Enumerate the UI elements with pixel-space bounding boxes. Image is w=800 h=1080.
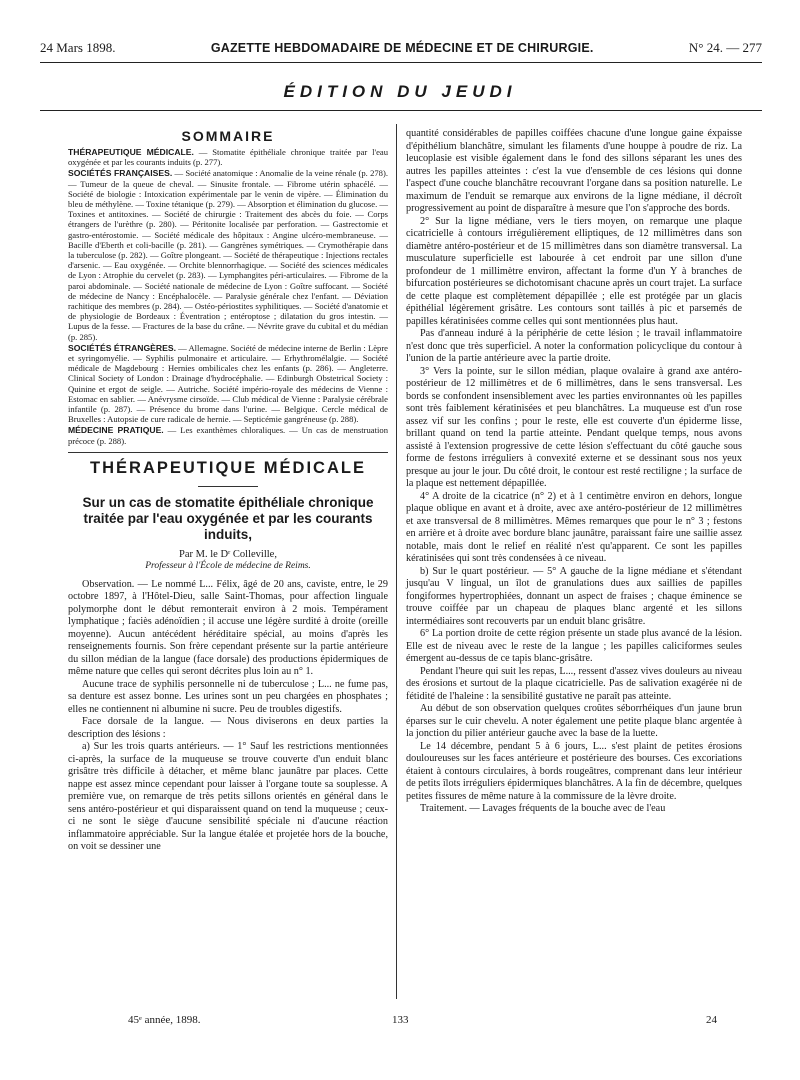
article-paragraph: Pendant l'heure qui suit les repas, L..., ressent d'assez vives douleurs au niveau des érosions et surtout de la plaque cicatricielle. Pas de salivation exagérée ni de fétidité de l'haleine : la sensibilité gustative ne paraît pas atteinte. xyxy=(406,665,742,702)
article-paragraph: Aucune trace de syphilis personnelle ni de tuberculose ; L... ne fume pas, sa denture est assez bonne. Les urines sont un peu chargées en phosphates ; elles ne contiennent ni albumine ni sucre. Peu de troubles digestifs. xyxy=(68,678,388,715)
article-paragraph: quantité considérables de papilles coiffées chacune d'une longue gaine éxpaisse d'épithélium blanchâtre, simulant les filaments d'une houppe à poudre de riz. La leucoplasie est visible également dans le fond des sillons séparant les unes des autres les papilles atteintes : c'est la vue d'ensemble de ces lésions qui donne l'aspect d'une couche blanchâtre recouvrant l'organe dans sa position naturelle. Le maximum de l'enduit se remarque aux environs de la ligne médiane, il décroît progressivement au point de disparaître à mesure que l'on s'approche des bords. xyxy=(406,128,742,214)
column-divider xyxy=(396,124,397,999)
article-paragraph: Au début de son observation quelques croûtes séborrhéiques d'un jaune brun éparses sur le cuir chevelu. A noter également une petite plaque blanc argentée à la jonction du pilier antérieur gauche avec la base de la luette. xyxy=(406,703,742,739)
folio-number: 133 xyxy=(392,1014,409,1026)
article-paragraph: b) Sur le quart postérieur. — 5° A gauche de la ligne médiane et s'étendant jusqu'au V lingual, un îlot de granulations dues aux saillies de papilles fongiformes hypertrophiées, donnant un aspect de fraises ; chaque éminence se trouve coiffée par un chapeau de plaques blanc argenté et les sillons intermédiaires sont recouverts par un enduit blanc grisâtre. xyxy=(406,565,742,627)
title-rule xyxy=(198,486,258,487)
sommaire-category: SOCIÉTÉS FRANÇAISES. xyxy=(68,168,173,179)
article-paragraph: Le 14 décembre, pendant 5 à 6 jours, L... s'est plaint de petites érosions douloureuses sur les faces antérieure et postérieure des bourses. Ces excoriations étaient à contours circulaires, à bords rougeâtres, comprenant dans leur intérieur de petits îlots irréguliers épidermiques blanchâtres. A la fin de décembre, quelques petites fissures de même nature à la commissure de la lèvre droite. xyxy=(406,740,742,802)
issue-date: 24 Mars 1898. xyxy=(40,40,116,55)
section-rule xyxy=(68,452,388,453)
sommaire-entry xyxy=(68,425,388,445)
right-column xyxy=(406,128,742,816)
left-column xyxy=(68,128,388,854)
sommaire-category: THÉRAPEUTIQUE MÉDICALE. xyxy=(68,147,194,157)
article-paragraph: Pas d'anneau induré à la périphérie de cette lésion ; le travail inflammatoire n'est donc que très superficiel. A noter la conformation policyclique du contour à l'union de la partie antérieure avec la partie droite. xyxy=(406,328,742,364)
sommaire-category: SOCIÉTÉS ÉTRANGÈRES. xyxy=(68,342,176,353)
article-paragraph: a) Sur les trois quarts antérieurs. — 1° Sauf les restrictions mentionnées ci-après, la surface de la muqueuse se trouve couverte d'un enduit blanc grisâtre très difficile à détacher, et même blanc jaunâtre par places. Cette nappe est assez mince cependant pour laisser à l'organe toute sa souplesse. A première vue, on remarque de très petits sillons orientés en général dans le sens antéro-postérieur et qui disparaissent quand on tend la muqueuse ; ceux-ci ne sont le siège d'aucune sensibilité spéciale ni d'aucune réaction inflammatoire appréciable. Sur la langue étalée et projetée hors de la bouche, on voit se dessiner une xyxy=(68,741,388,853)
article-paragraph: Observation. — Le nommé L... Félix, âgé de 20 ans, caviste, entre, le 29 octobre 1897, à l'Hôtel-Dieu, salle Saint-Thomas, pour affection linguale polymorphe dont le début remonterait environ à 2 mois. Tempérament lymphatique ; faciès adénoïdien ; il accuse une légère surdité à droite (oreille moyenne). Aucun antécédent héréditaire spécial, au moins d'après les renseignements fournis. Son frère cependant présente sur la partie antérieure du sillon médian de la langue (face dorsale) des productions épidermiques de même nature que celles qui seront décrites plus loin au n° 1. xyxy=(68,578,388,678)
edition-rule xyxy=(40,110,762,111)
sommaire-title: SOMMAIRE xyxy=(181,128,275,144)
article-paragraph: 6° La portion droite de cette région présente un stade plus avancé de la lésion. Elle est de niveau avec le reste de la langue ; les papilles caliciformes seules émergent au-dessus de ce tapis blanc-grisâtre. xyxy=(406,628,742,664)
sommaire-text: — Stomatite épithéliale chronique traitée par l'eau oxygénée et par les courants induits (p. 277). xyxy=(68,147,388,168)
sommaire-category: MÉDECINE PRATIQUE. xyxy=(68,425,164,436)
sheet-signature: 24 xyxy=(706,1014,717,1026)
volume-year: 45ᵉ année, 1898. xyxy=(128,1014,201,1026)
article-paragraph: Face dorsale de la langue. — Nous diviserons en deux parties la description des lésions : xyxy=(68,716,388,740)
journal-title: GAZETTE HEBDOMADAIRE DE MÉDECINE ET DE CHIRURGIE. xyxy=(210,41,594,55)
article-paragraph: Traitement. — Lavages fréquents de la bouche avec de l'eau xyxy=(420,803,666,814)
article-byline: Par M. le Dʳ Colleville, xyxy=(179,548,277,560)
edition-banner: ÉDITION DU JEUDI xyxy=(283,82,517,101)
issue-page-number: N° 24. — 277 xyxy=(688,40,762,55)
article-paragraph: 2° Sur la ligne médiane, vers le tiers moyen, on remarque une plaque cicatricielle à contours irrégulièrement elliptiques, de 12 millimètres dans son diamètre antéro-postérieur et de 15 millimètres dans son diamètre transversal. La musculature superficielle est labourée à cet endroit par une sillon d'une profondeur de 1 millimètre environ, affectant la forme d'un Y à branches de bifurcation postérieures se dichotomisant chacune après un court trajet. La surface de cette plaque est complètement dépapillée ; elle est protégée par un glacis épithélial légèrement grisâtre. Les contours sont taillés à pic et parsemés de papilles kératinisées comme celles qui sont mentionnées plus haut. xyxy=(406,215,742,327)
sommaire-text: — Les exanthèmes chloraliques. — Un cas de menstruation précoce (p. 288). xyxy=(68,425,388,446)
sommaire-text: — Allemagne. Société de médecine interne de Berlin : Lèpre et syringomyélie. — Syphilis pulmonaire et articulaire. — Erhythromélalgie. — Société médicale de Magdebourg : Hernies ombilicales chez les enfants (p. 286). — Angleterre. Clinical Society of London : Drainage d'hydrocéphalie. — Edinburgh Obstetrical Society : Quinine et ergot de seigle. — Autriche. Société império-royale des médecins de Vienne : Estomac en sablier. — Anévrysme cirsoïde. — Club médical de Vienne : Paralysie cérébrale infantile (p. 287). — Présence du brome dans l'urine. — Belgique. Cercle médical de Bruxelles : Autopsie de cure radicale de hernie. — Septicémie gangréneuse (p. 288). xyxy=(68,342,388,425)
section-title: THÉRAPEUTIQUE MÉDICALE xyxy=(90,458,366,477)
article-title: Sur un cas de stomatite épithéliale chronique traitée par l'eau oxygénée et par les courants induits, xyxy=(82,494,374,542)
article-paragraph: 3° Vers la pointe, sur le sillon médian, plaque ovalaire à grand axe antéro-postérieur de 12 millimètres et de 6 millimètres, dans le sens transversal. Les bords se confondent insensiblement avec les parties environnantes où les papilles sont très faiblement kératinisées et peu blanchâtres. La muqueuse est d'un rose assez vif sur les confins ; pour le reste, elle est couverte d'un épiderme lisse, brillant quand on tend la partie atteinte. Pendant quelque temps, nous avons assisté à l'extension progressive de cette lésion s'effectuant du côté gauche sous forme de festons irréguliers à convexité externe et se dessinant sous nos yeux presque au jour le jour. Du côté droit, le contour est resté rectiligne ; la surface de la plaque est nettement dépapillée. xyxy=(406,365,742,489)
header-rule xyxy=(40,62,762,63)
running-head xyxy=(40,40,762,56)
sommaire-entry xyxy=(68,343,388,425)
sommaire-entry xyxy=(68,168,388,341)
author-affiliation: Professeur à l'École de médecine de Reims. xyxy=(145,560,311,571)
sommaire-text: — Société anatomique : Anomalie de la veine rénale (p. 278). — Tumeur de la queue de cheval. — Sinusite frontale. — Fibrome utérin sphacélé. — Société de biologie : Intoxication expérimentale par le venin de vipère. — Élimination du bleu de méthylène. — Toxine tétanique (p. 279). — Absorption et élimination du glucose. — Toxines et antitoxines. — Société de chirurgie : Traitement des abcès du foie. — Corps étrangers de l'urèthre (p. 280). — Péritonite localisée par perforation. — Gastrectomie et gastro-entérostomie. — Société médicale des hôpitaux : Angine ulcéro-membraneuse. — Bacille d'Eberth et coli-bacille (p. 281). — Gangrènes symétriques. — Crymothérapie dans la tuberculose (p. 282). — Goître plongeant. — Société de thérapeutique : Injections rectales d'arsenic. — Eau oxygénée. — Orchite blennorrhagique. — Société des sciences médicales de Lyon : Atrophie du cervelet (p. 283). — Lymphangites péri-articulaires. — Fibrome de la paroi abdominale. — Société nationale de médecine de Lyon : Goître suffocant. — Société de médecine de Nancy : Encéphalocèle. — Paralysie générale chez l'enfant. — Déviation rachitique des membres (p. 284). — Ostéo-périostites syphilitiques. — Société d'anatomie et de physiologie de Bordeaux : Éventration ; entéroptose ; dilatation du gros intestin. — Lupus de la fesse. — Fractures de la base du crâne. — Névrite grave du cubital et du médian (p. 285). xyxy=(68,168,388,342)
sommaire-entry xyxy=(68,147,388,167)
article-paragraph: 4° A droite de la cicatrice (n° 2) et à 1 centimètre environ en dehors, longue plaque oblique en avant et à droite, avec axe antéro-postérieur de 12 millimètres et axe transversal de 8 millimètres. Mêmes remarques que pour le n° 3 ; festons en arrière et à droite avec bordure blanc jaunâtre, paraissant faire une saillie assez notable, mais dont le relief en réalité n'est qu'apparent. Ce sont les papilles kératinisées qui sont très condensées à ce niveau. xyxy=(406,490,742,564)
